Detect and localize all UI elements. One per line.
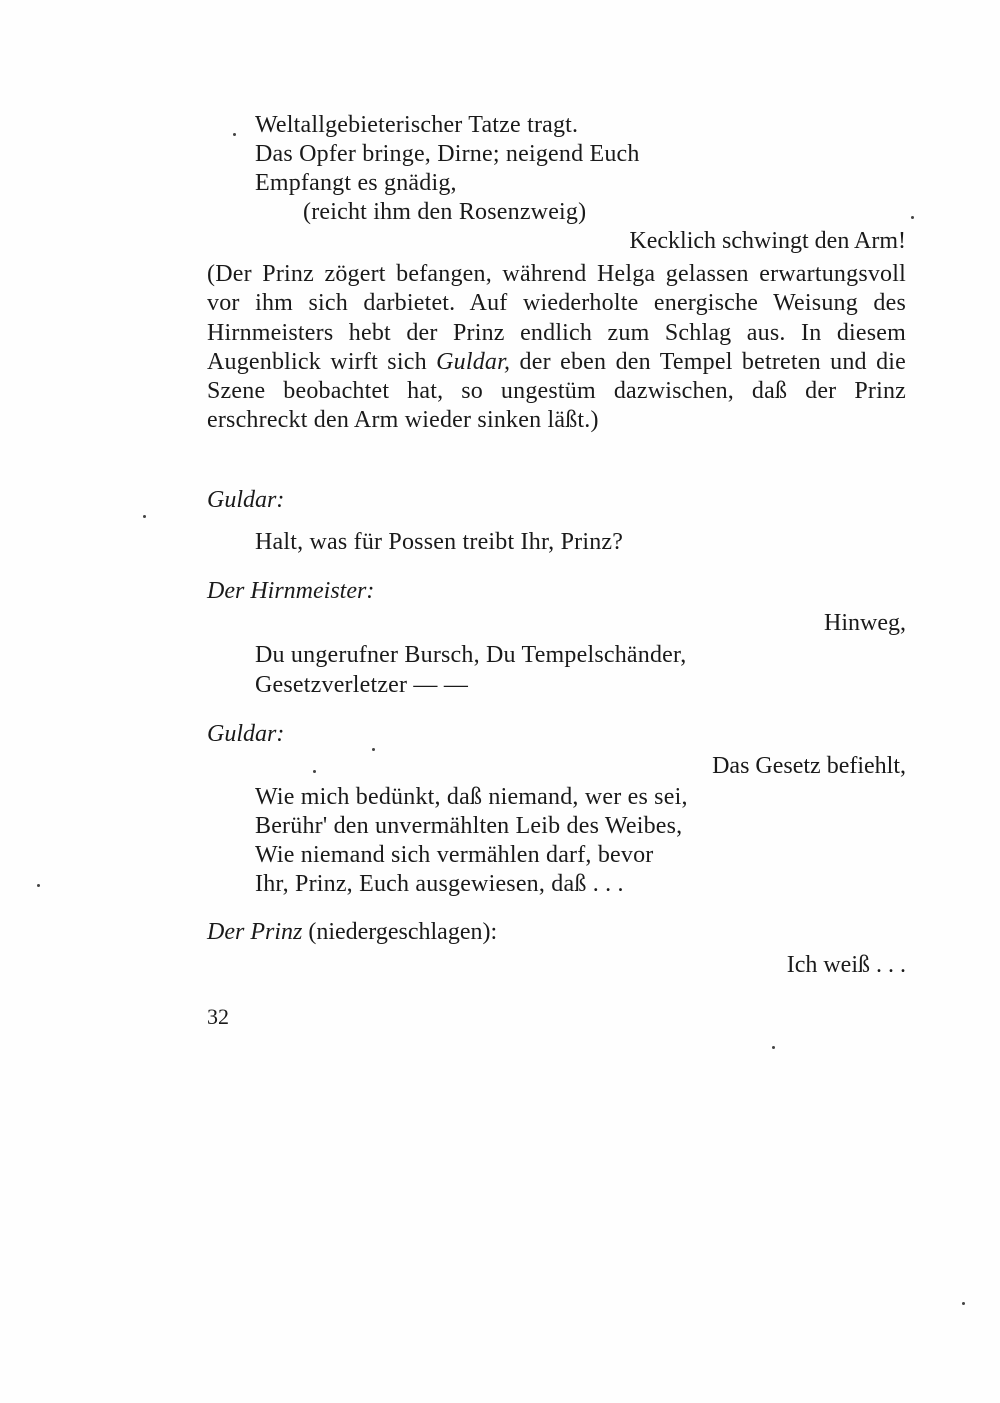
speaker-hirnmeister: Der Hirnmeister: [207,578,375,604]
speech-guldar-2-line-3: Berühr' den unvermählten Leib des Weibes, [255,813,683,839]
speech-guldar-2-line-4: Wie niemand sich vermählen darf, bevor [255,842,654,868]
scan-speck [772,1046,775,1049]
stage-note-inline: (reicht ihm den Rosenzweig) [303,199,587,225]
speaker-prinz-name: Der Prinz [207,919,303,945]
stage-direction-name: Guldar, [436,348,511,375]
speaker-prinz-note: (niedergeschlagen): [302,919,498,945]
speech-prinz: Ich weiß . . . [786,952,906,978]
stage-direction [207,260,906,436]
stage-direction-text-after: der eben den Tempel betreten und die Szene beobachtet hat, so ungestüm dazwischen, daß der Prinz erschreckt den Arm wieder sinken läßt.) [207,348,906,434]
speech-hirnmeister-line-3: Gesetzverletzer — — [255,672,469,698]
speech-guldar-2-line-1: Das Gesetz befiehlt, [712,753,906,779]
scan-speck [911,216,914,219]
verse-line-3: Empfangt es gnädig, [255,170,457,196]
speaker-prinz [207,917,497,947]
scan-speck [313,770,316,773]
speech-hirnmeister-line-1: Hinweg, [824,610,906,636]
speech-hirnmeister-line-2: Du ungerufner Bursch, Du Tempelschänder, [255,642,687,668]
scan-speck [962,1302,965,1305]
verse-line-2: Das Opfer bringe, Dirne; neigend Euch [255,141,640,167]
speech-guldar-1: Halt, was für Possen treibt Ihr, Prinz? [255,529,624,555]
speaker-guldar-1: Guldar: [207,487,285,513]
verse-line-4: Kecklich schwingt den Arm! [629,228,906,254]
speech-guldar-2-line-2: Wie mich bedünkt, daß niemand, wer es sei, [255,784,688,810]
verse-line-1: Weltallgebieterischer Tatze tragt. [255,112,579,138]
scan-speck [233,133,236,136]
speech-guldar-2-line-5: Ihr, Prinz, Euch ausgewiesen, daß . . . [255,871,624,897]
scan-speck [143,515,146,518]
stage-direction-text-before: (Der Prinz zögert befangen, während Helga gelassen erwartungsvoll vor ihm sich darbietet. Auf wiederholte energische Weisung des Hirnmeisters hebt der Prinz endlich zum Schlag aus. In diesem Augenblick wirft sich [207,261,906,375]
scan-speck [37,884,40,887]
page-number: 32 [207,1004,229,1029]
scan-speck [372,748,375,751]
speaker-guldar-2: Guldar: [207,721,285,747]
